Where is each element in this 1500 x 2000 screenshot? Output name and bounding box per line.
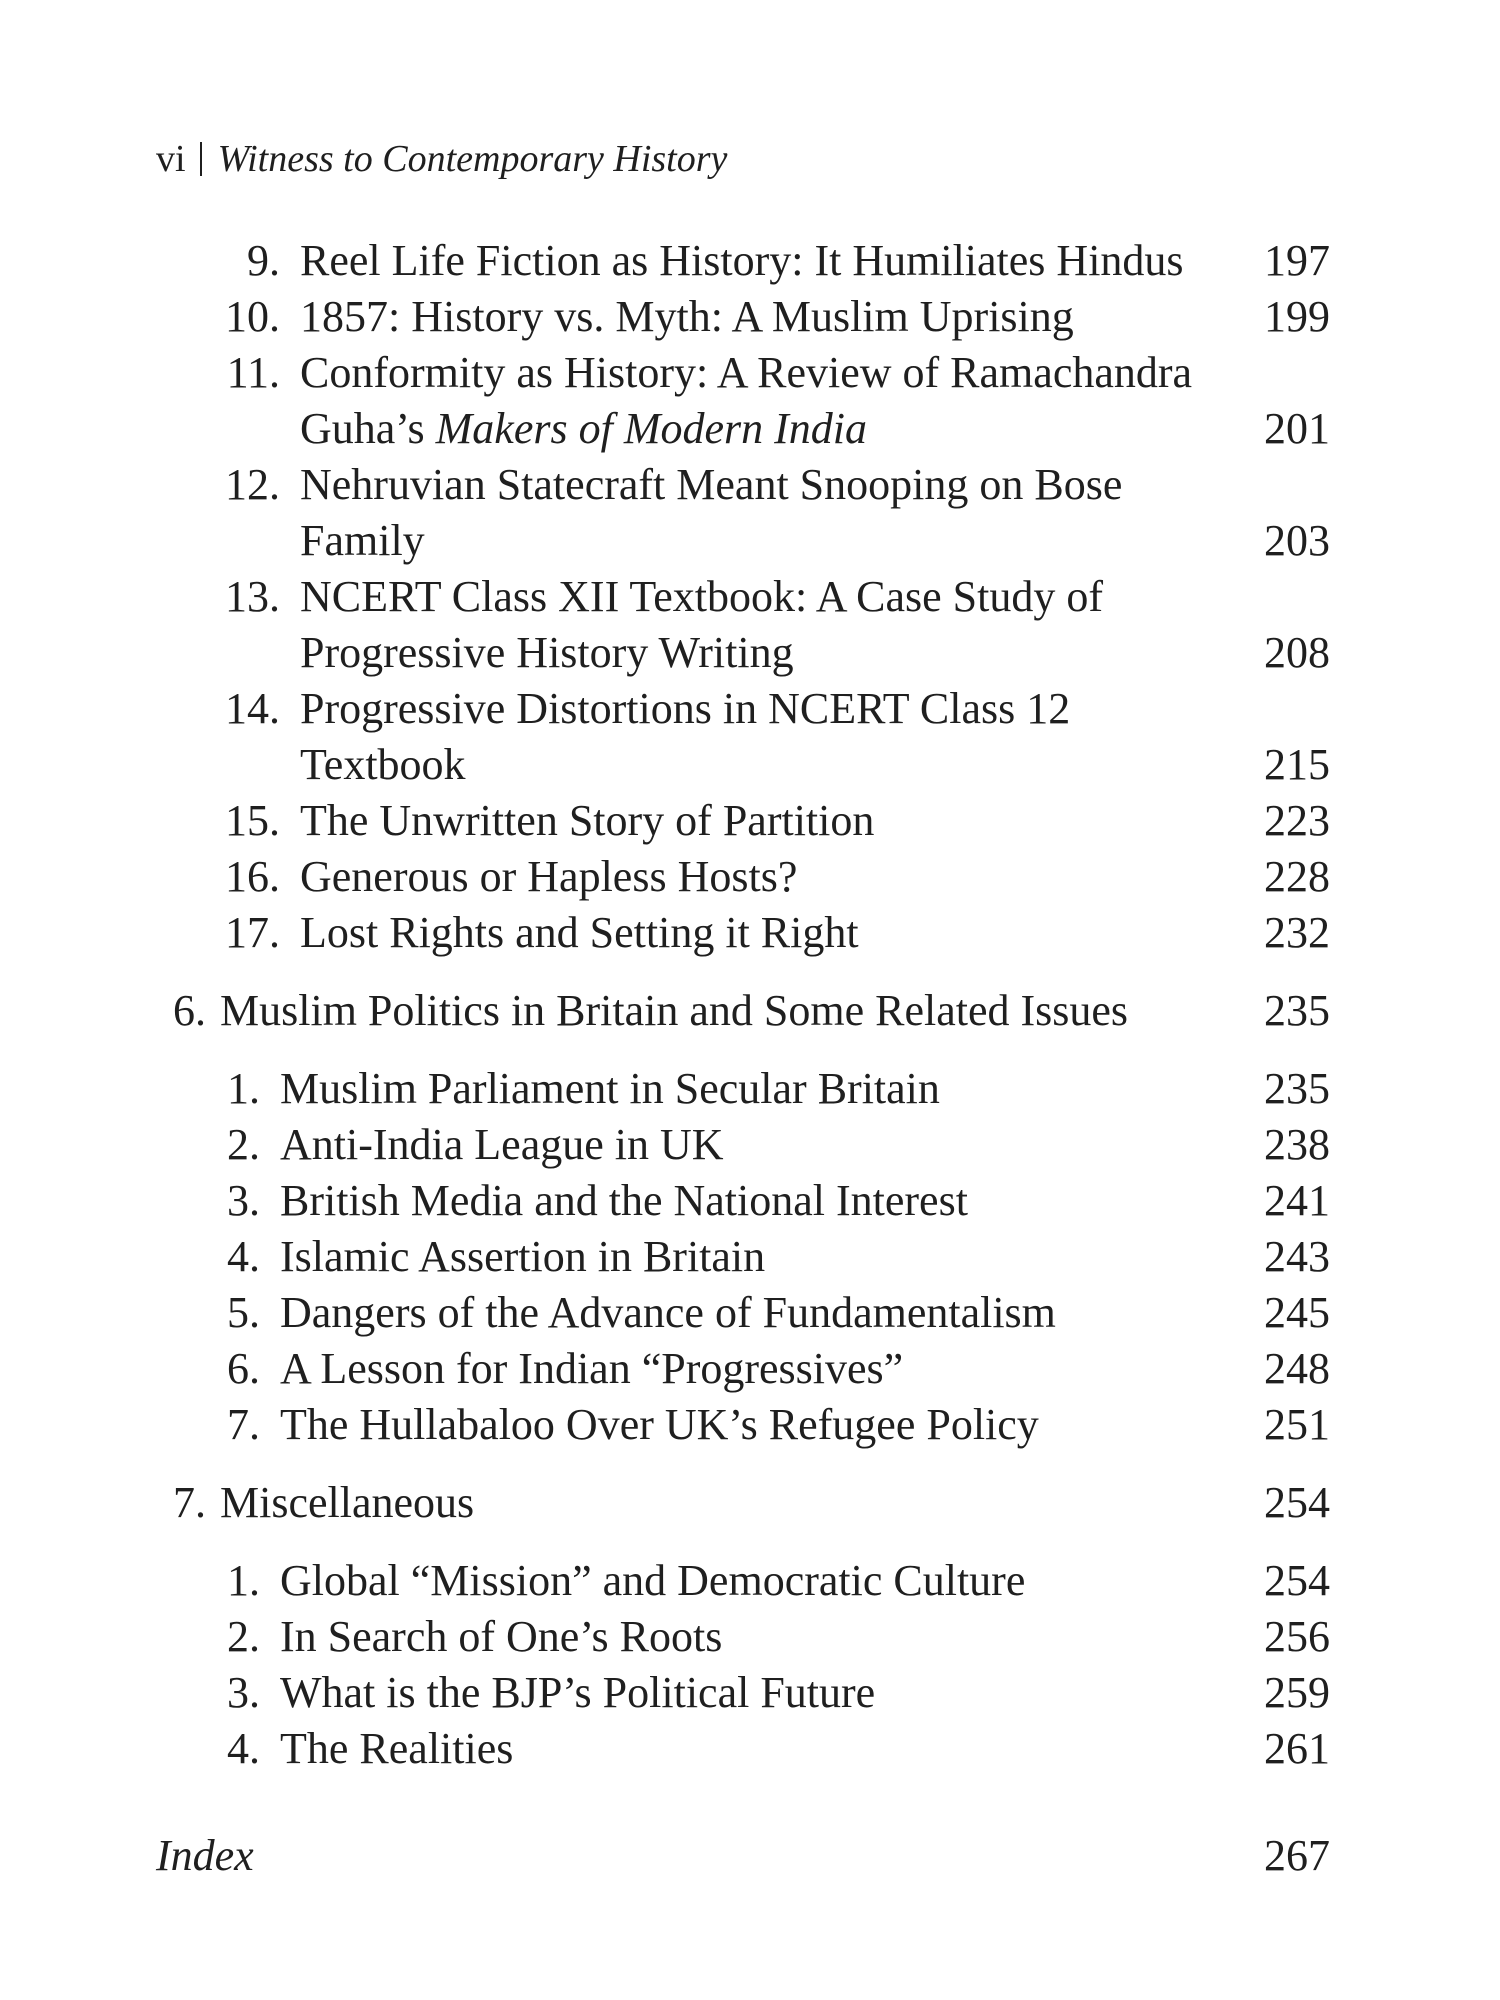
toc-entry-title: Progressive Distortions in NCERT Class 12 bbox=[300, 684, 1071, 733]
toc-entry-title-line2: Family bbox=[300, 516, 425, 565]
toc-entry-number: 13. bbox=[225, 572, 280, 621]
toc-entry-continuation bbox=[0, 401, 1500, 457]
toc-entry-continuation bbox=[0, 737, 1500, 793]
toc-entry-title: Reel Life Fiction as History: It Humiliates Hindus bbox=[300, 236, 1184, 285]
toc-entry-title-line2: Textbook bbox=[300, 740, 466, 789]
toc-entry-page: 228 bbox=[1264, 852, 1330, 901]
toc-entry-number: 1. bbox=[227, 1556, 260, 1605]
toc-entry-page: 215 bbox=[1264, 740, 1330, 789]
toc-entry bbox=[0, 1553, 1500, 1609]
toc-entry-number: 11. bbox=[226, 348, 280, 397]
toc-entry-number: 7. bbox=[227, 1400, 260, 1449]
toc-entry-title: The Realities bbox=[280, 1724, 514, 1773]
toc-entry-page: 235 bbox=[1264, 1064, 1330, 1113]
chapter-page: 235 bbox=[1264, 986, 1330, 1035]
toc-entry-page: 261 bbox=[1264, 1724, 1330, 1773]
toc-entry-title-line2 bbox=[300, 401, 867, 457]
toc-entry-title: NCERT Class XII Textbook: A Case Study of bbox=[300, 572, 1103, 621]
toc-entry bbox=[0, 1721, 1500, 1777]
toc-entry-number: 16. bbox=[225, 852, 280, 901]
index-label: Index bbox=[156, 1831, 254, 1880]
index-page: 267 bbox=[1264, 1831, 1330, 1880]
toc-entry-number: 1. bbox=[227, 1064, 260, 1113]
toc-entry-number: 9. bbox=[247, 236, 280, 285]
running-header bbox=[156, 131, 727, 187]
toc-entry bbox=[0, 1397, 1500, 1453]
toc-entry-title: Global “Mission” and Democratic Culture bbox=[280, 1556, 1026, 1605]
chapter-title: Muslim Politics in Britain and Some Related Issues bbox=[220, 986, 1129, 1035]
chapter-page: 254 bbox=[1264, 1478, 1330, 1527]
toc-entry-title: A Lesson for Indian “Progressives” bbox=[280, 1344, 904, 1393]
toc-entry-title: In Search of One’s Roots bbox=[280, 1612, 723, 1661]
toc-entry-number: 2. bbox=[227, 1120, 260, 1169]
chapter-heading bbox=[0, 1475, 1500, 1531]
toc-entry-page: 251 bbox=[1264, 1400, 1330, 1449]
toc-entry bbox=[0, 457, 1500, 513]
toc-entry-title: What is the BJP’s Political Future bbox=[280, 1668, 876, 1717]
chapter-heading bbox=[0, 983, 1500, 1039]
toc-entry bbox=[0, 345, 1500, 401]
toc-entry-number: 15. bbox=[225, 796, 280, 845]
toc-entry-page: 201 bbox=[1264, 404, 1330, 453]
toc-entry-title: Muslim Parliament in Secular Britain bbox=[280, 1064, 940, 1113]
toc-entry-continuation bbox=[0, 625, 1500, 681]
toc-entry-title: Islamic Assertion in Britain bbox=[280, 1232, 766, 1281]
toc-entry-title: Nehruvian Statecraft Meant Snooping on Bose bbox=[300, 460, 1123, 509]
toc-entry-number: 14. bbox=[225, 684, 280, 733]
toc-entry-page: 232 bbox=[1264, 908, 1330, 957]
toc-entry bbox=[0, 905, 1500, 961]
toc-entry-page: 199 bbox=[1264, 292, 1330, 341]
toc-entry-title: 1857: History vs. Myth: A Muslim Uprising bbox=[300, 292, 1074, 341]
toc-entry bbox=[0, 1285, 1500, 1341]
toc-entry-page: 197 bbox=[1264, 236, 1330, 285]
toc-entry bbox=[0, 1061, 1500, 1117]
toc-entry-page: 243 bbox=[1264, 1232, 1330, 1281]
toc-entry bbox=[0, 849, 1500, 905]
toc-entry-number: 5. bbox=[227, 1288, 260, 1337]
toc-entry-number: 3. bbox=[227, 1176, 260, 1225]
toc-entry bbox=[0, 1173, 1500, 1229]
index-entry bbox=[0, 1828, 1500, 1884]
toc-entry-page: 241 bbox=[1264, 1176, 1330, 1225]
header-rule bbox=[200, 142, 202, 176]
toc-entry-continuation bbox=[0, 513, 1500, 569]
toc-entry-number: 3. bbox=[227, 1668, 260, 1717]
toc-entry-title-prefix: Guha’s bbox=[300, 404, 436, 453]
book-title: Makers of Modern India bbox=[435, 404, 868, 453]
toc-entry-title: British Media and the National Interest bbox=[280, 1176, 968, 1225]
toc-entry-number: 4. bbox=[227, 1724, 260, 1773]
toc-entry bbox=[0, 1609, 1500, 1665]
toc-entry-page: 259 bbox=[1264, 1668, 1330, 1717]
toc-entry bbox=[0, 1117, 1500, 1173]
toc-entry-page: 256 bbox=[1264, 1612, 1330, 1661]
toc-entry bbox=[0, 1229, 1500, 1285]
toc-entry-title: Dangers of the Advance of Fundamentalism bbox=[280, 1288, 1056, 1337]
toc-entry-title-line2: Progressive History Writing bbox=[300, 628, 794, 677]
toc-entry bbox=[0, 289, 1500, 345]
toc-entry bbox=[0, 1341, 1500, 1397]
toc-entry bbox=[0, 793, 1500, 849]
toc-entry-title: The Hullabaloo Over UK’s Refugee Policy bbox=[280, 1400, 1039, 1449]
chapter-number: 7. bbox=[173, 1478, 206, 1527]
toc-entry bbox=[0, 233, 1500, 289]
toc-entry-page: 203 bbox=[1264, 516, 1330, 565]
toc-entry-title: Lost Rights and Setting it Right bbox=[300, 908, 859, 957]
toc-entry-number: 6. bbox=[227, 1344, 260, 1393]
toc-entry-number: 2. bbox=[227, 1612, 260, 1661]
toc-entry-page: 238 bbox=[1264, 1120, 1330, 1169]
toc-entry-title: Anti-India League in UK bbox=[280, 1120, 724, 1169]
toc-entry bbox=[0, 569, 1500, 625]
toc-entry-number: 17. bbox=[225, 908, 280, 957]
toc-entry bbox=[0, 681, 1500, 737]
folio-number: vi bbox=[156, 138, 186, 180]
toc-entry bbox=[0, 1665, 1500, 1721]
toc-entry-page: 245 bbox=[1264, 1288, 1330, 1337]
toc-entry-page: 208 bbox=[1264, 628, 1330, 677]
toc-entry-title: Conformity as History: A Review of Ramachandra bbox=[300, 348, 1193, 397]
toc-entry-page: 223 bbox=[1264, 796, 1330, 845]
toc-entry-title: The Unwritten Story of Partition bbox=[300, 796, 875, 845]
chapter-title: Miscellaneous bbox=[220, 1478, 475, 1527]
toc-entry-number: 12. bbox=[225, 460, 280, 509]
toc-entry-number: 10. bbox=[225, 292, 280, 341]
running-title: Witness to Contemporary History bbox=[217, 138, 728, 180]
chapter-number: 6. bbox=[173, 986, 206, 1035]
toc-entry-page: 254 bbox=[1264, 1556, 1330, 1605]
toc-entry-title: Generous or Hapless Hosts? bbox=[300, 852, 798, 901]
toc-entry-number: 4. bbox=[227, 1232, 260, 1281]
toc-entry-page: 248 bbox=[1264, 1344, 1330, 1393]
